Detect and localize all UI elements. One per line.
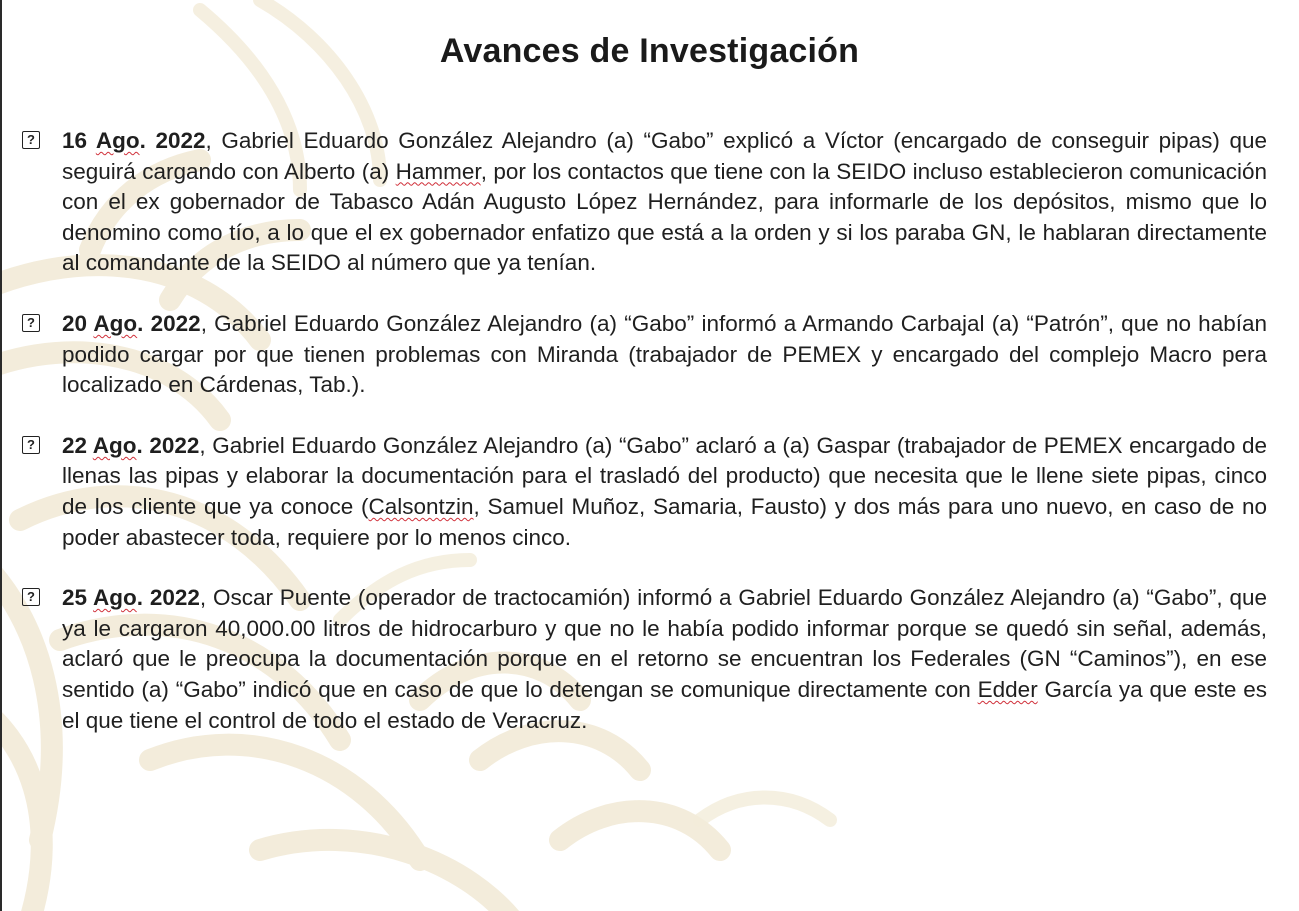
list-item [22,583,1267,736]
date-month: Ago [93,585,137,611]
entry-text: , Gabriel Eduardo González Alejandro (a) “Gabo” aclaró a (a) Gaspar (trabajador de PEMEX encargado de llenas las pipas y elaborar la documentación para el trasladó del producto) que necesita que le llene siete pipas, cinco de los cliente que ya conoce ( [62,432,1268,519]
entry-date [62,128,206,153]
date-day: 25 [62,585,88,611]
entry-text: , Samuel Muñoz, Samaria, Fausto) y dos más para uno nuevo, en caso de no poder abastecer toda, requiere por lo menos cinco. [62,493,1267,550]
date-year: . 2022 [136,432,200,458]
list-item [22,126,1267,279]
page-title: Avances de Investigación [439,32,860,70]
entry-text: , Gabriel Eduardo González Alejandro (a) “Gabo” explicó a Víctor (encargado de conseguir pipas) que seguirá cargando con Alberto (a) [62,128,1268,184]
date-month: Ago [95,128,140,153]
spellcheck-word: Edder [977,676,1038,702]
entry-date [62,433,199,458]
page-edge [0,0,2,911]
list-item [22,309,1267,401]
entry-list [22,126,1267,736]
date-day: 22 [62,432,88,458]
entry-date [62,585,200,610]
unknown-glyph-icon: ? [22,131,40,149]
list-item [22,431,1267,553]
unknown-glyph-icon: ? [22,314,40,332]
date-day: 16 [62,128,88,153]
unknown-glyph-icon: ? [22,588,40,606]
unknown-glyph-icon: ? [22,436,40,454]
entry-text: , Oscar Puente (operador de tractocamión) informó a Gabriel Eduardo González Alejandro (a) “Gabo”, que ya le cargaron 40,000.00 litros de hidrocarburo y que no le había podido informar porque se quedó sin señal, además, aclaró que le preocupa la documentación porque en el retorno se encuentran los Federales (GN “Caminos”), en ese sentido (a) “Gabo” indicó que en caso de que lo detengan se comunique directamente con [62,585,1267,702]
date-day: 20 [62,310,88,336]
entry-text: García ya que este es el que tiene el control de todo el estado de Veracruz. [62,676,1267,733]
date-month: Ago [93,310,138,336]
spellcheck-word: Calsontzin [368,493,474,519]
date-year: . 2022 [139,128,206,153]
entry-date [62,311,201,336]
entry-text: , por los contactos que tiene con la SEIDO incluso establecieron comunicación con el ex gobernador de Tabasco Adán Augusto López Hernández, para informarle de los depósitos, mismo que lo denomino como tío, a lo que el ex gobernador enfatizo que está a la orden y si los paraba GN, le hablaran directamente al comandante de la SEIDO al número que ya tenían. [62,158,1267,276]
spellcheck-word: Hammer [395,158,481,184]
date-month: Ago [92,432,137,458]
entry-text: , Gabriel Eduardo González Alejandro (a) “Gabo” informó a Armando Carbajal (a) “Patrón”, que no habían podido cargar por que tienen problemas con Miranda (trabajador de PEMEX y encargado del complejo Macro pera localizado en Cárdenas, Tab.). [62,310,1267,398]
date-year: . 2022 [137,310,201,336]
date-year: . 2022 [136,585,200,611]
